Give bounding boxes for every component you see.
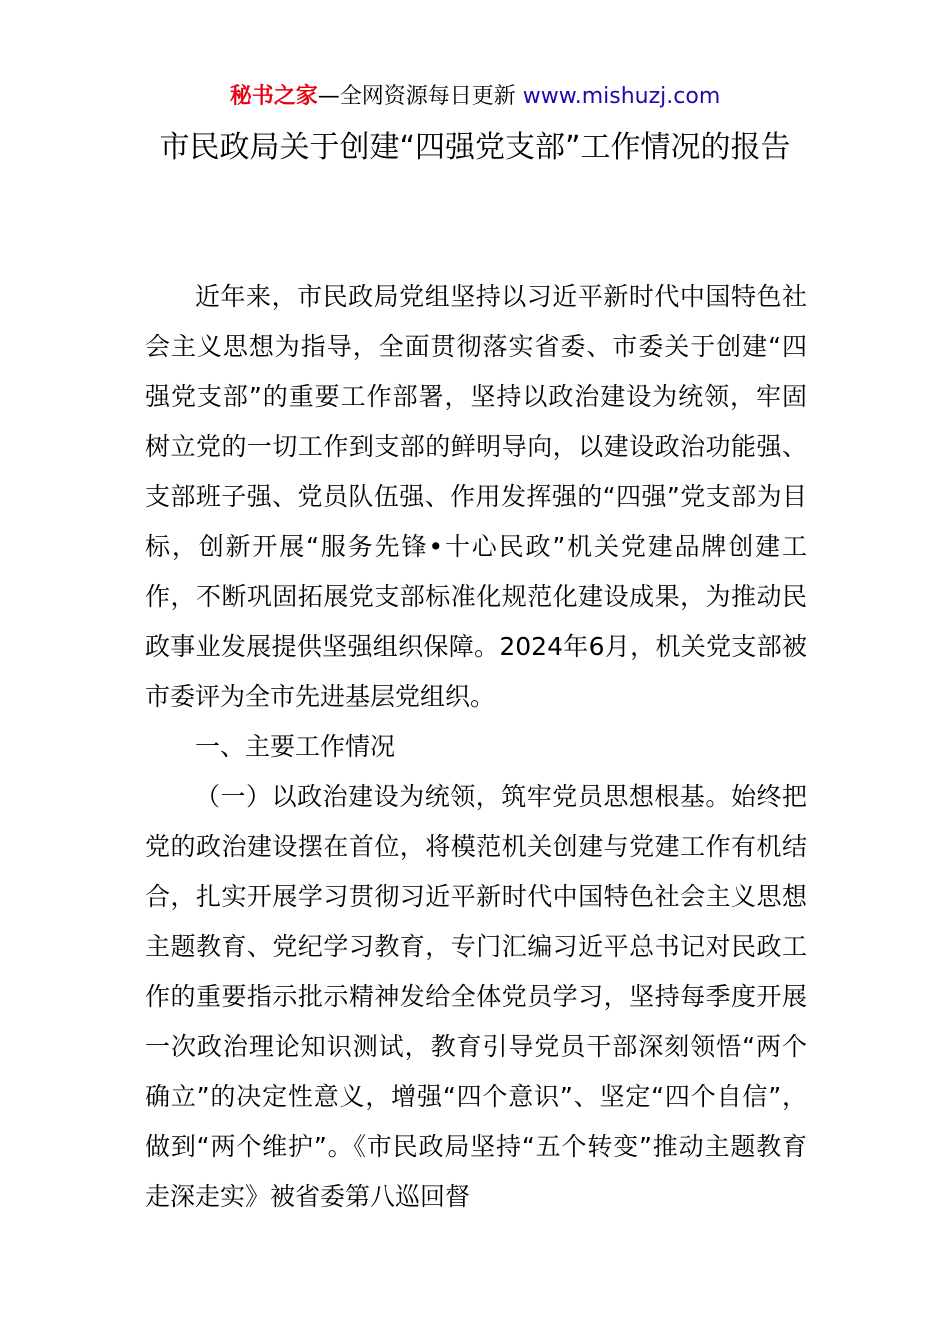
body-paragraph: （一）以政治建设为统领，筑牢党员思想根基。始终把党的政治建设摆在首位，将模范机关创建与党建工作有机结合，扎实开展学习贯彻习近平新时代中国特色社会主义思想主题教育、党纪学习教育，专门汇编习近平总书记对民政工作的重要指示批示精神发给全体党员学习，坚持每季度开展一次政治理论知识测试，教育引导党员干部深刻领悟“两个确立”的决定性意义，增强“四个意识”、坚定“四个自信”，做到“两个维护”。《市民政局坚持“五个转变”推动主题教育走深走实》被省委第八巡回督 [145, 782, 807, 1211]
document-body [145, 272, 807, 1222]
section-heading: 一、主要工作情况 [195, 732, 396, 761]
intro-paragraph: 近年来，市民政局党组坚持以习近平新时代中国特色社会主义思想为指导，全面贯彻落实省委、市委关于创建“四强党支部”的重要工作部署，坚持以政治建设为统领，牢固树立党的一切工作到支部的鲜明导向，以建设政治功能强、支部班子强、党员队伍强、作用发挥强的“四强”党支部为目标，创新开展“服务先锋•十心民政”机关党建品牌创建工作，不断巩固拓展党支部标准化规范化建设成果，为推动民政事业发展提供坚强组织保障。2024年6月，机关党支部被市委评为全市先进基层党组织。 [145, 282, 807, 711]
document-title: 市民政局关于创建“四强党支部”工作情况的报告 [159, 130, 791, 165]
brand-name: 秘书之家 [229, 84, 318, 109]
header-slogan: —全网资源每日更新 [317, 84, 523, 109]
site-url-link[interactable]: www.mishuzj.com [522, 84, 721, 109]
site-header [0, 82, 950, 112]
